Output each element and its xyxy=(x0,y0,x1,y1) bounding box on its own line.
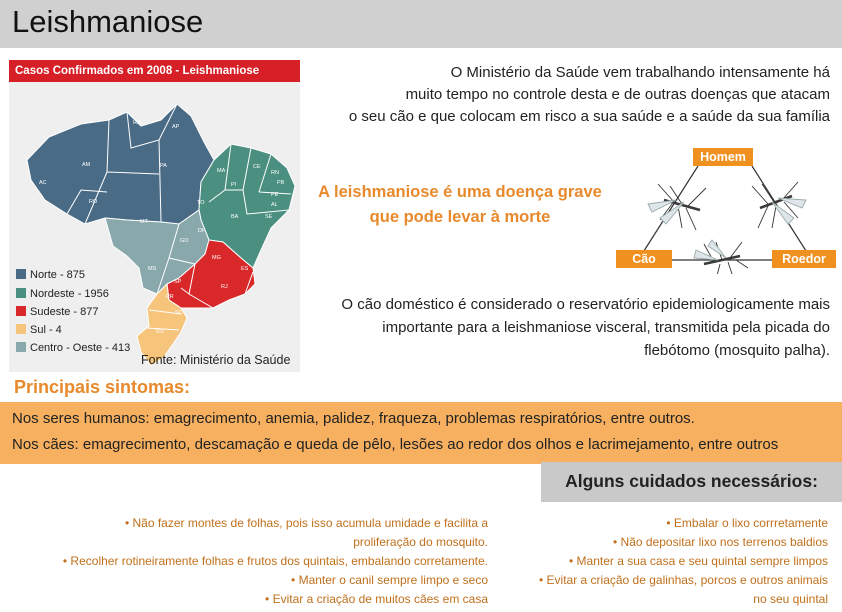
care-item: no seu quintal xyxy=(753,592,828,606)
care-item: • Não depositar lixo nos terrenos baldios xyxy=(613,535,828,549)
care-item: • Manter o canil sempre limpo e seco xyxy=(291,573,488,587)
legend-swatch xyxy=(16,306,26,316)
care-item: • Manter a sua casa e seu quintal sempre limpos xyxy=(569,554,828,568)
state-label: RR xyxy=(133,120,141,126)
intro-line: o seu cão e que colocam em risco a sua saúde e a saúde da sua família xyxy=(348,108,830,125)
care-heading: Alguns cuidados necessários: xyxy=(565,471,818,491)
care-item: • Embalar o lixo corrretamente xyxy=(666,516,828,530)
state-label: AC xyxy=(39,180,47,186)
legend-item-sul: Sul - 4 xyxy=(16,324,62,338)
warning-statement xyxy=(300,180,620,230)
state-label: DF xyxy=(198,228,206,234)
description-line: O cão doméstico é considerado o reservatório epidemiologicamente mais xyxy=(341,296,830,313)
care-item: • Recolher rotineiramente folhas e frutos dos quintais, embalando corretamente. xyxy=(62,554,488,568)
map-source: Fonte: Ministério da Saúde xyxy=(141,353,291,367)
state-label: PI xyxy=(231,182,237,188)
care-item: • Não fazer montes de folhas, pois isso acumula umidade e facilita a xyxy=(124,516,488,530)
state-label: MG xyxy=(212,255,221,261)
symptoms-humans: Nos seres humanos: emagrecimento, anemia, palidez, fraqueza, problemas respiratórios, entre outros. xyxy=(12,410,695,427)
state-label: RN xyxy=(271,170,279,176)
reservoir-description xyxy=(300,293,830,362)
state-label: PB xyxy=(277,180,285,186)
legend-item-sudeste: Sudeste - 877 xyxy=(16,306,99,320)
intro-line: O Ministério da Saúde vem trabalhando intensamente há xyxy=(450,64,830,81)
care-list-left xyxy=(10,514,488,609)
map-header: Casos Confirmados em 2008 - Leishmaniose xyxy=(9,60,300,82)
symptoms-dogs: Nos cães: emagrecimento, descamação e queda de pêlo, lesões ao redor dos olhos e lacrimejamento, entre outros xyxy=(12,436,779,453)
legend-swatch xyxy=(16,288,26,298)
legend-swatch xyxy=(16,342,26,352)
state-label: RS xyxy=(156,329,164,335)
state-label: SC xyxy=(175,310,183,316)
map-region-norte xyxy=(27,104,214,224)
symptoms-heading: Principais sintomas: xyxy=(14,377,191,397)
description-line: importante para a leishmaniose visceral, transmitida pela picada do xyxy=(382,319,830,336)
state-label: MA xyxy=(217,168,226,174)
legend-item-norte: Norte - 875 xyxy=(16,269,85,283)
intro-paragraph xyxy=(300,62,830,128)
mosquito-icon xyxy=(648,184,706,230)
legend-item-nordeste: Nordeste - 1956 xyxy=(16,288,109,302)
state-label: PE xyxy=(271,192,279,198)
state-label: PR xyxy=(166,294,174,300)
state-label: AM xyxy=(82,162,91,168)
description-line: flebótomo (mosquito palha). xyxy=(644,342,830,359)
legend-swatch xyxy=(16,324,26,334)
legend-swatch xyxy=(16,269,26,279)
warning-line: que pode levar à morte xyxy=(369,208,551,226)
state-label: GO xyxy=(180,238,189,244)
mosquito-icon xyxy=(694,240,748,274)
state-label: ES xyxy=(241,266,249,272)
state-label: RJ xyxy=(221,284,228,290)
care-item: proliferação do mosquito. xyxy=(353,535,488,549)
care-item: • Evitar a criação de galinhas, porcos e outros animais xyxy=(538,573,828,587)
cycle-node-dog: Cão xyxy=(616,250,672,268)
state-label: PA xyxy=(160,163,167,169)
state-label: AL xyxy=(271,202,278,208)
intro-line: muito tempo no controle desta e de outras doenças que atacam xyxy=(405,86,830,103)
state-label: AP xyxy=(172,124,180,130)
care-list-right xyxy=(496,514,828,609)
state-label: SE xyxy=(265,214,273,220)
state-label: BA xyxy=(231,214,239,220)
warning-line: A leishmaniose é uma doença grave xyxy=(318,183,602,201)
state-label: SP xyxy=(174,279,182,285)
state-label: CE xyxy=(253,164,261,170)
legend-item-centro-oeste: Centro - Oeste - 413 xyxy=(16,342,130,356)
cycle-node-rodent: Roedor xyxy=(772,250,836,268)
page-title: Leishmaniose xyxy=(12,4,204,39)
cycle-node-human: Homem xyxy=(693,148,753,166)
state-label: TO xyxy=(197,200,205,206)
mosquito-icon xyxy=(752,182,806,228)
state-label: RO xyxy=(89,199,98,205)
care-item: • Evitar a criação de muitos cães em casa xyxy=(265,592,488,606)
state-label: MT xyxy=(140,219,148,225)
state-label: MS xyxy=(148,266,157,272)
